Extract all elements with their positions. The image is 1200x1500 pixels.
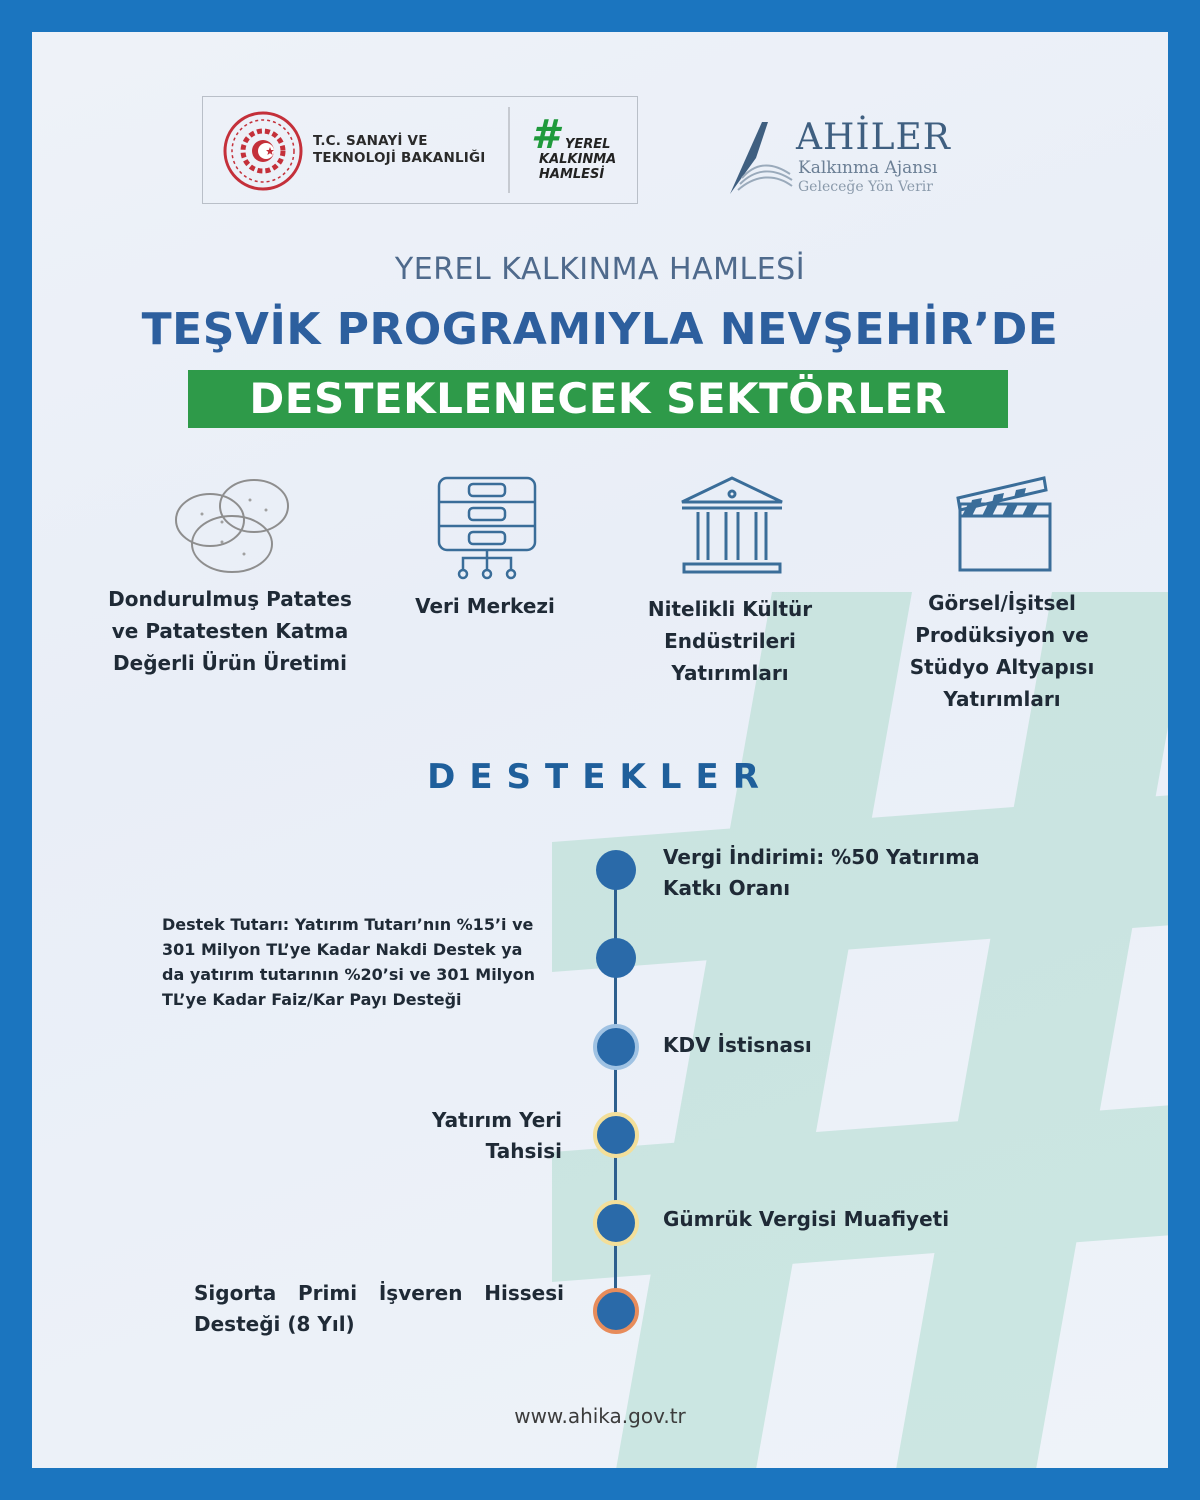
hashtag-line-2: KALKINMA [539,152,617,167]
text-line: Yatırımları [671,661,789,685]
text-line: da yatırım tutarının %20’si ve 301 Milyon [162,965,535,984]
footer-website-link[interactable]: www.ahika.gov.tr [514,1404,686,1428]
timeline-dot-5 [593,1200,639,1246]
ministry-line-2: TEKNOLOJİ BAKANLIĞI [313,150,486,166]
timeline-dot-2 [596,938,636,978]
text-word: Primi [298,1281,358,1305]
text-line: TL’ye Kadar Faiz/Kar Payı Desteği [162,990,462,1009]
text-line: Yatırım Yeri [431,1108,562,1132]
yerel-kalkinma-hamlesi-logo [531,112,621,193]
agency-subtitle: Kalkınma Ajansı [798,158,938,178]
timeline-dot-6 [593,1288,639,1334]
text-line: Görsel/İşitsel [928,591,1076,615]
text-word: Hissesi [484,1281,564,1305]
ministry-seal-icon [223,111,303,191]
text-line: Desteği (8 Yıl) [194,1312,355,1336]
hashtag-icon: # [531,112,559,158]
text-line: Nitelikli Kültür [647,597,813,621]
hashtag-line-3: HAMLESİ [539,167,605,182]
title-line-1: YEREL KALKINMA HAMLESİ [394,252,806,287]
support-land-allocation [362,1105,562,1167]
timeline-dot-4 [593,1112,639,1158]
text-line: Veri Merkezi [415,594,555,618]
insurance-line-1 [194,1278,564,1309]
support-vat-exemption: KDV İstisnası [663,1033,812,1057]
sector-label-culture-industries [610,593,850,689]
text-line: Prodüksiyon ve [915,623,1089,647]
title-line-3: DESTEKLENECEK SEKTÖRLER [249,374,947,423]
clapperboard-icon [932,472,1072,582]
supports-heading: DESTEKLER [427,757,773,797]
logo-divider [508,107,510,193]
text-line: Destek Tutarı: Yatırım Tutarı’nın %15’i ve [162,915,534,934]
background-hashtag-graphic [552,592,1168,1468]
infographic-card [32,32,1168,1468]
text-line: Vergi İndirimi: %50 Yatırıma [663,845,980,869]
agency-tagline: Geleceğe Yön Verir [798,179,933,195]
partner-logos-box [202,96,638,204]
title-line-2: TEŞVİK PROGRAMIYLA NEVŞEHİR’DE [141,304,1059,355]
text-line: Endüstrileri [664,629,796,653]
text-line: Yatırımları [943,687,1061,711]
text-word: Sigorta [194,1281,277,1305]
ahiler-agency-logo [722,118,962,198]
support-grant-amount [162,912,572,1012]
text-line: Dondurulmuş Patates [108,587,352,611]
text-line: 301 Milyon TL’ye Kadar Nakdi Destek ya [162,940,523,959]
support-insurance-premium [194,1278,564,1340]
ministry-line-1: T.C. SANAYİ VE [313,133,428,149]
sector-label-data-center [385,590,585,622]
sector-label-frozen-potato [80,583,380,679]
text-line: ve Patatesten Katma [111,619,349,643]
potato-icon [162,470,302,580]
support-customs-exemption: Gümrük Vergisi Muafiyeti [663,1207,950,1231]
text-word: İşveren [378,1281,463,1305]
text-line: Katkı Oranı [663,876,791,900]
text-line: Değerli Ürün Üretimi [113,651,347,675]
hashtag-line-1: YEREL [565,137,611,152]
text-line: Stüdyo Altyapısı [909,655,1095,679]
data-center-icon [417,472,557,582]
agency-name: AHİLER [796,117,951,158]
sector-label-audiovisual-production [872,587,1132,715]
ahiler-a-icon [722,118,794,198]
support-tax-reduction [663,842,980,904]
timeline-dot-1 [596,850,636,890]
ministry-name [313,133,513,167]
timeline-dot-3 [593,1024,639,1070]
museum-icon [662,472,802,582]
text-line: Tahsisi [485,1139,562,1163]
